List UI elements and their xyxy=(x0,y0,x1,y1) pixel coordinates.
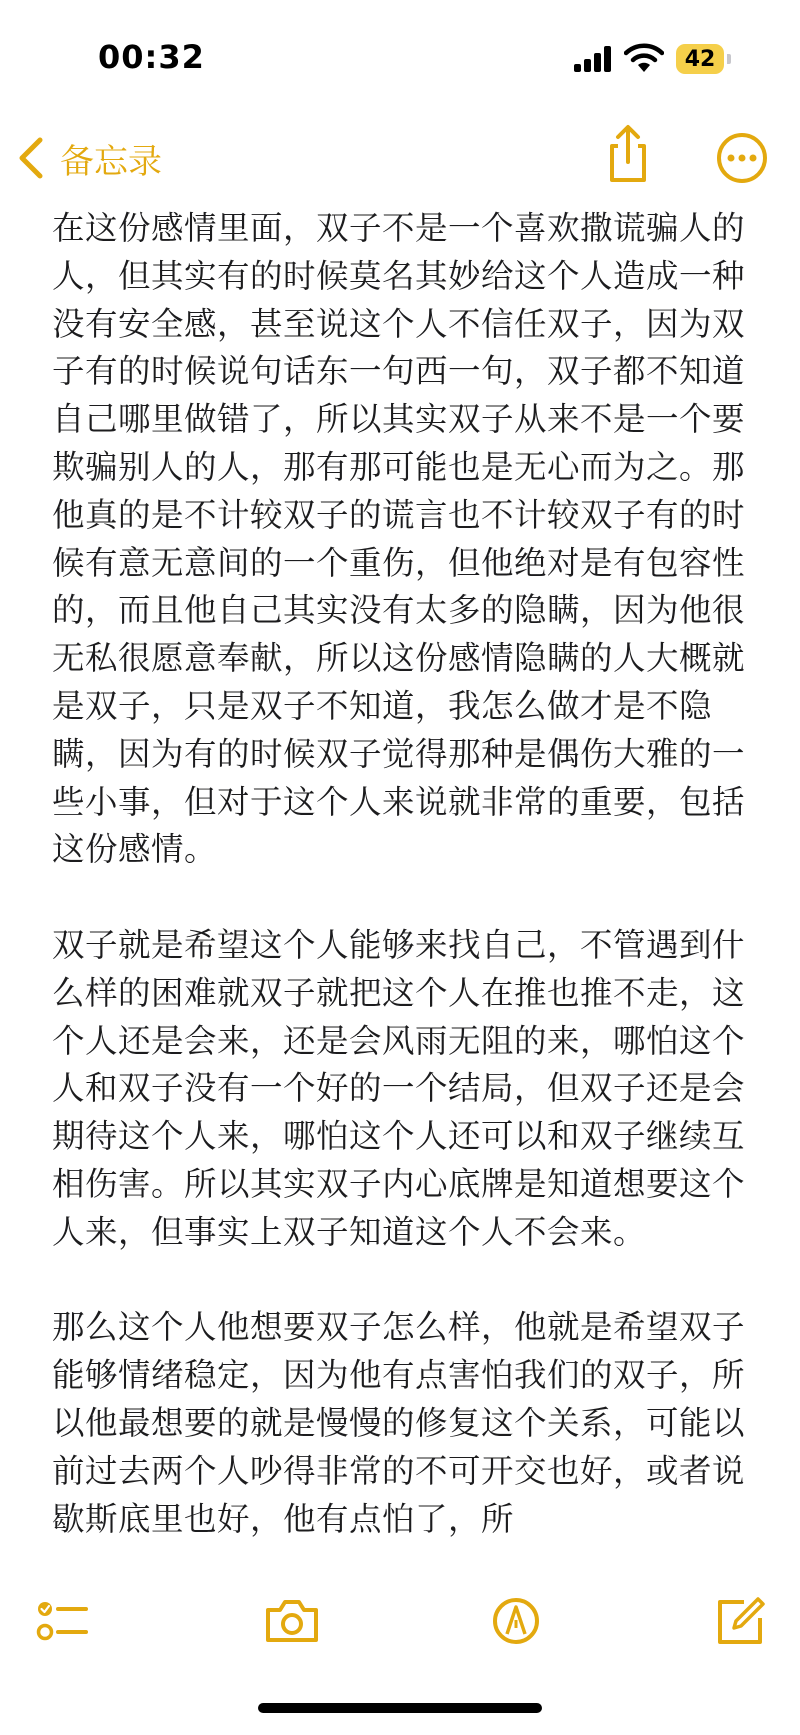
more-options-button[interactable] xyxy=(716,132,768,184)
bottom-toolbar xyxy=(0,1580,800,1660)
chevron-left-icon xyxy=(16,136,46,180)
camera-button[interactable] xyxy=(264,1596,320,1646)
status-time: 00:32 xyxy=(98,38,205,76)
home-indicator[interactable] xyxy=(258,1703,542,1713)
note-paragraph-2: 双子就是希望这个人能够来找自己，不管遇到什么样的困难就双子就把这个人在推也推不走，这个人还是会来，还是会风雨无阻的来，哪怕这个人和双子没有一个好的一个结局，但双子还是会期待这个人来，哪怕这个人还可以和双子继续互相伤害。所以其实双子内心底牌是知道想要这个人来，但事实上双子知道这个人不会来。 xyxy=(52,925,746,1251)
compose-button[interactable] xyxy=(714,1596,770,1646)
ellipsis-circle-icon xyxy=(716,132,768,184)
battery-icon xyxy=(676,44,732,74)
note-text-editor[interactable] xyxy=(52,205,752,1570)
navigation-bar xyxy=(0,118,800,198)
markup-pen-icon xyxy=(488,1596,544,1646)
note-paragraph-1: 在这份感情里面，双子不是一个喜欢撒谎骗人的人，但其实有的时候莫名其妙给这个人造成一种没有安全感，甚至说这个人不信任双子，因为双子有的时候说句话东一句西一句，双子都不知道自己哪里做错了，所以其实双子从来不是一个要欺骗别人的人，那有那可能也是无心而为之。那他真的是不计较双子的谎言也不计较双子有的时候有意无意间的一个重伤，但他绝对是有包容性的，而且他自己其实没有太多的隐瞒，因为他很无私很愿意奉献，所以这份感情隐瞒的人大概就是双子，只是双子不知道，我怎么做才是不隐瞒，因为有的时候双子觉得那种是偶伤大雅的一些小事，但对于这个人来说就非常的重要，包括这份感情。 xyxy=(52,209,746,869)
battery-level: 42 xyxy=(676,44,724,74)
markup-button[interactable] xyxy=(488,1596,544,1646)
checklist-button[interactable] xyxy=(36,1596,92,1646)
back-label: 备忘录 xyxy=(60,141,162,182)
cellular-signal-icon xyxy=(574,46,614,72)
compose-icon xyxy=(714,1596,770,1646)
note-paragraph-3: 那么这个人他想要双子怎么样，他就是希望双子能够情绪稳定，因为他有点害怕我们的双子，所以他最想要的就是慢慢的修复这个关系，可能以前过去两个人吵得非常的不可开交也好，或者说歇斯底里也好，他有点怕了，所 xyxy=(52,1308,746,1538)
checklist-icon xyxy=(36,1596,92,1646)
camera-icon xyxy=(264,1596,320,1646)
wifi-icon xyxy=(624,42,664,74)
share-button[interactable] xyxy=(604,124,652,184)
share-icon xyxy=(604,124,652,184)
status-bar xyxy=(0,0,800,110)
back-button[interactable] xyxy=(16,130,162,186)
